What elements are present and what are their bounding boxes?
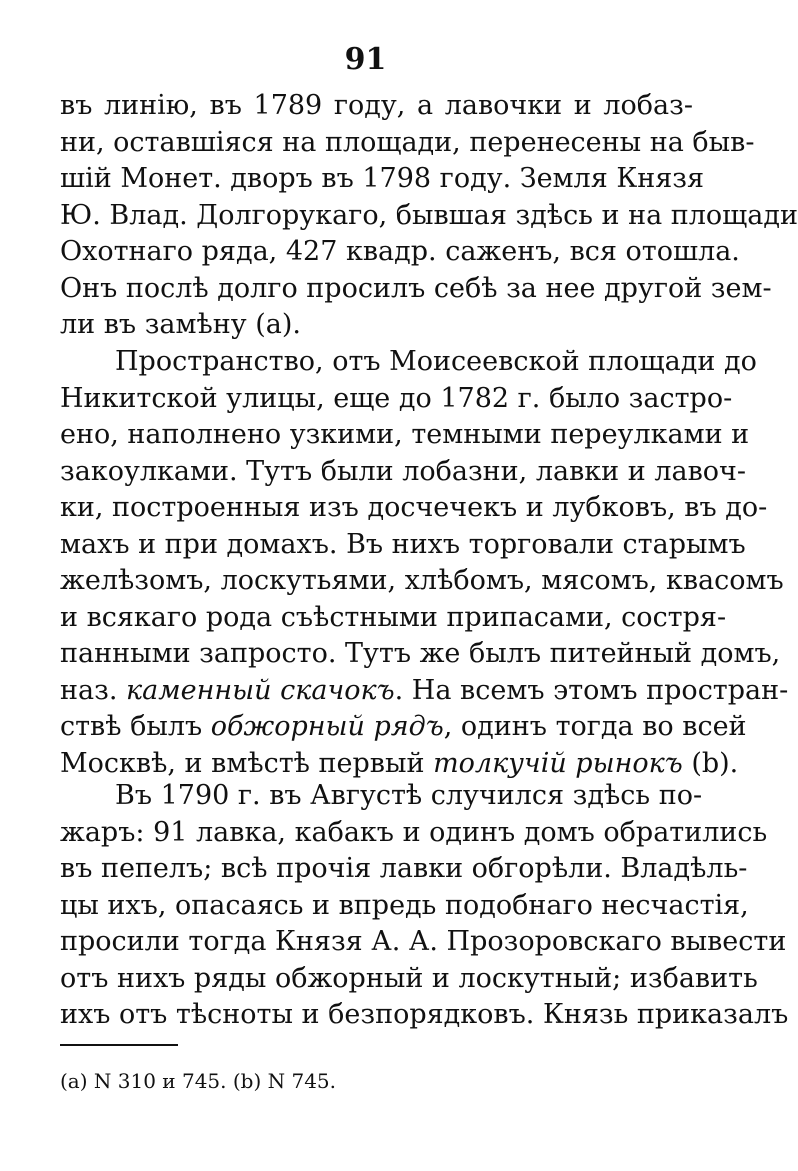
text-line: въ линію, въ 1789 году, а лавочки и лобаз-	[60, 90, 693, 121]
text-run: Москвѣ, и вмѣстѣ первый	[60, 748, 434, 779]
text-line: Охотнаго ряда, 427 квадр. саженъ, вся отошла.	[60, 236, 740, 267]
italic-term: каменный скачокъ	[125, 675, 395, 706]
text-line: шій Монет. дворъ въ 1798 году. Земля Князя	[60, 163, 705, 194]
text-line: закоулками. Тутъ были лобазни, лавки и лавоч-	[60, 456, 746, 487]
text-line: Пространство, отъ Моисеевской площади до	[115, 346, 757, 377]
text-line: Никитской улицы, еще до 1782 г. было застро-	[60, 383, 733, 414]
text-run: (b).	[682, 748, 739, 779]
text-line: желѣзомъ, лоскутьями, хлѣбомъ, мясомъ, квасомъ	[60, 565, 784, 596]
text-line: панными запросто. Тутъ же былъ питейный домъ,	[60, 638, 781, 669]
page-number: 91	[344, 42, 387, 77]
text-line: жаръ: 91 лавка, кабакъ и одинъ домъ обратились	[60, 817, 768, 848]
text-line: отъ нихъ ряды обжорный и лоскутный; избавить	[60, 963, 758, 994]
text-line: Въ 1790 г. въ Августѣ случился здѣсь по-	[115, 780, 703, 811]
text-line: цы ихъ, опасаясь и впредь подобнаго несчастія,	[60, 890, 749, 921]
text-line: въ пепелъ; всѣ прочія лавки обгорѣли. Владѣль-	[60, 853, 748, 884]
text-line: ено, наполнено узкими, темными переулками и	[60, 419, 750, 450]
text-line: ни, оставшіяся на площади, перенесены на быв-	[60, 127, 755, 158]
text-run: ствѣ былъ	[60, 711, 211, 742]
text-line: просили тогда Князя А. А. Прозоровскаго вывести	[60, 926, 787, 957]
text-line: ки, построенныя изъ досчечекъ и лубковъ, въ до-	[60, 492, 768, 523]
text-line: Ю. Влад. Долгорукаго, бывшая здѣсь и на площади	[60, 200, 798, 231]
italic-term: обжорный рядъ	[210, 711, 444, 742]
text-line: и всякаго рода съѣстными припасами, состря-	[60, 602, 727, 633]
text-line: Онъ послѣ долго просилъ себѣ за нее другой зем-	[60, 273, 772, 304]
text-line: ли въ замѣну (а).	[60, 309, 302, 340]
italic-term: толкучій рынокъ	[433, 748, 683, 779]
text-line: ихъ отъ тѣсноты и безпорядковъ. Князь приказалъ	[60, 999, 789, 1030]
text-run: , одинъ тогда во всей	[443, 711, 747, 742]
footnote-separator	[60, 1044, 178, 1046]
footnote: (a) N 310 и 745. (b) N 745.	[60, 1069, 337, 1093]
text-line: махъ и при домахъ. Въ нихъ торговали старымъ	[60, 529, 746, 560]
text-run: . На всемъ этомъ простран-	[394, 675, 789, 706]
text-run: наз.	[60, 675, 126, 706]
